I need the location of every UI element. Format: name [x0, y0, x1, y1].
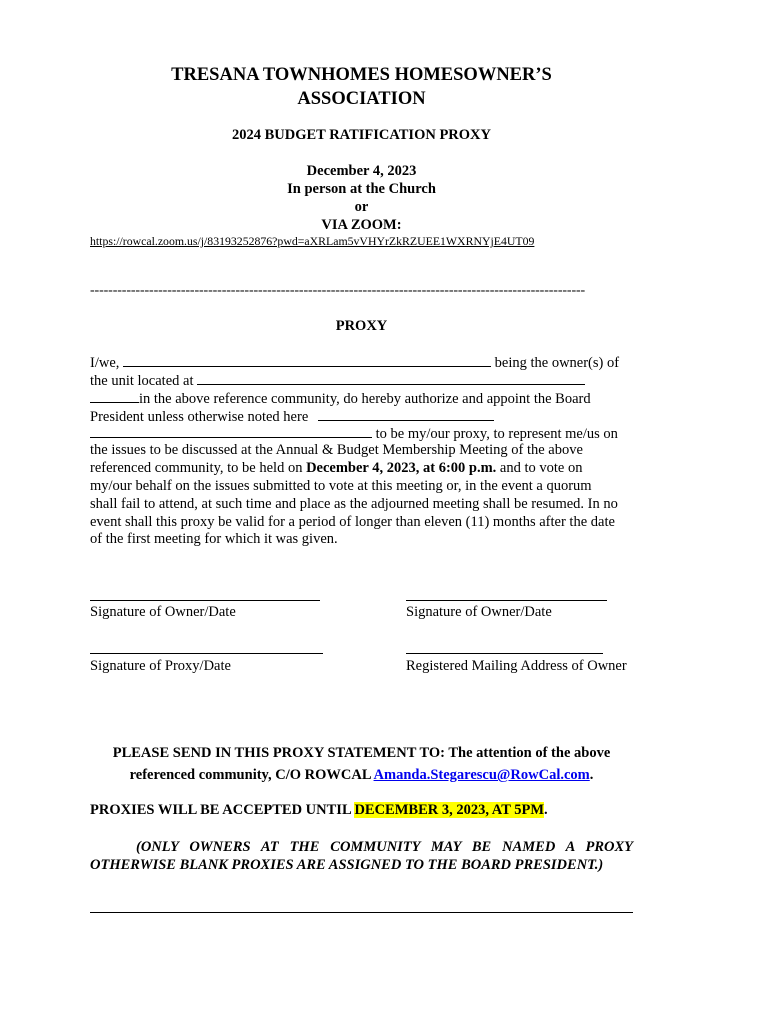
send-instructions — [90, 742, 633, 786]
contact-email-link[interactable]: Amanda.Stegarescu@RowCal.com — [373, 767, 590, 783]
separator-dashes: ------------------------------------------------------------------------------------------------------------- — [90, 283, 586, 298]
proxy-name-blank-continued[interactable] — [90, 424, 372, 438]
owner-signature-label-right: Signature of Owner/Date — [406, 604, 552, 620]
deadline-statement — [90, 801, 548, 819]
owner-of-label: being the owner(s) of — [491, 355, 620, 371]
to-be-proxy-text: to be my/our proxy, to represent me/us on — [372, 426, 618, 443]
meeting-date: December 4, 2023 — [306, 163, 417, 179]
president-unless-label: President unless otherwise noted here — [90, 408, 312, 425]
proxy-eligibility-note: (ONLY OWNERS AT THE COMMUNITY MAY BE NAMED A PROXY OTHERWISE BLANK PROXIES ARE ASSIGNED TO THE BOARD PRESIDENT.) — [90, 839, 633, 873]
owner-name-blank[interactable] — [123, 353, 491, 367]
proxy-signature-line[interactable] — [90, 653, 323, 654]
mailing-address-label: Registered Mailing Address of Owner — [406, 658, 627, 674]
send-line-2-text: referenced community, C/O ROWCAL — [129, 767, 374, 783]
proxy-form-page — [90, 0, 633, 1024]
deadline-label: PROXIES WILL BE ACCEPTED UNTIL — [90, 802, 355, 818]
proxy-line-issues: the issues to be discussed at the Annual & Budget Membership Meeting of the above — [90, 442, 583, 459]
proxy-line-first-meeting: of the first meeting for which it was given. — [90, 531, 338, 548]
owner-signature-line-left[interactable] — [90, 600, 320, 601]
document-subtitle: 2024 BUDGET RATIFICATION PROXY — [231, 127, 491, 143]
deadline-period: . — [544, 802, 548, 818]
proxy-line-president — [90, 407, 633, 425]
proxy-heading: PROXY — [335, 318, 388, 334]
proxy-body — [90, 353, 633, 549]
bottom-rule — [90, 912, 633, 913]
proxy-line-behalf: my/our behalf on the issues submitted to vote at this meeting or, in the event a quorum — [90, 477, 592, 494]
title-line-2: ASSOCIATION — [297, 89, 426, 109]
deadline-highlight: DECEMBER 3, 2023, AT 5PM — [354, 802, 545, 818]
meeting-or: or — [354, 199, 369, 215]
proxy-line-quorum: shall fail to attend, at such time and place as the adjourned meeting shall be resumed. In no — [90, 495, 618, 512]
authorize-text: in the above reference community, do hereby authorize and appoint the Board — [139, 390, 591, 407]
iwe-label: I/we, — [90, 355, 124, 371]
vote-on-text: and to vote on — [496, 460, 583, 477]
owner-signature-label-left: Signature of Owner/Date — [90, 604, 236, 620]
proxy-line-referenced — [90, 460, 633, 478]
association-title — [90, 63, 633, 111]
proxy-line-represent — [90, 424, 633, 442]
via-zoom-label: VIA ZOOM: — [321, 217, 402, 233]
referenced-text: referenced community, to be held on — [90, 460, 307, 477]
proxy-line-owner — [90, 353, 633, 371]
send-line-1: PLEASE SEND IN THIS PROXY STATEMENT TO: The attention of the above — [112, 745, 611, 761]
unit-located-label: the unit located at — [90, 372, 198, 389]
proxy-line-authorize — [90, 389, 633, 407]
proxy-line-unit — [90, 371, 633, 389]
title-line-1: TRESANA TOWNHOMES HOMESOWNER’S — [171, 65, 552, 85]
proxy-line-validity: event shall this proxy be valid for a period of longer than eleven (11) months after the date — [90, 513, 615, 530]
unit-address-blank[interactable] — [197, 371, 585, 385]
send-line-2 — [90, 764, 633, 786]
mailing-address-line[interactable] — [406, 653, 603, 654]
owner-signature-line-right[interactable] — [406, 600, 607, 601]
meeting-details — [90, 162, 633, 234]
meeting-datetime: December 4, 2023, at 6:00 p.m. — [306, 460, 497, 477]
meeting-location: In person at the Church — [287, 181, 436, 197]
proxy-signature-label: Signature of Proxy/Date — [90, 658, 231, 674]
proxy-name-blank[interactable] — [318, 407, 494, 421]
unit-address-blank-continued[interactable] — [90, 389, 139, 403]
zoom-meeting-link[interactable]: https://rowcal.zoom.us/j/83193252876?pwd=aXRLam5vVHYrZkRZUEE1WXRNYjE4UT09 — [90, 234, 535, 248]
send-line-2-period: . — [589, 767, 594, 783]
